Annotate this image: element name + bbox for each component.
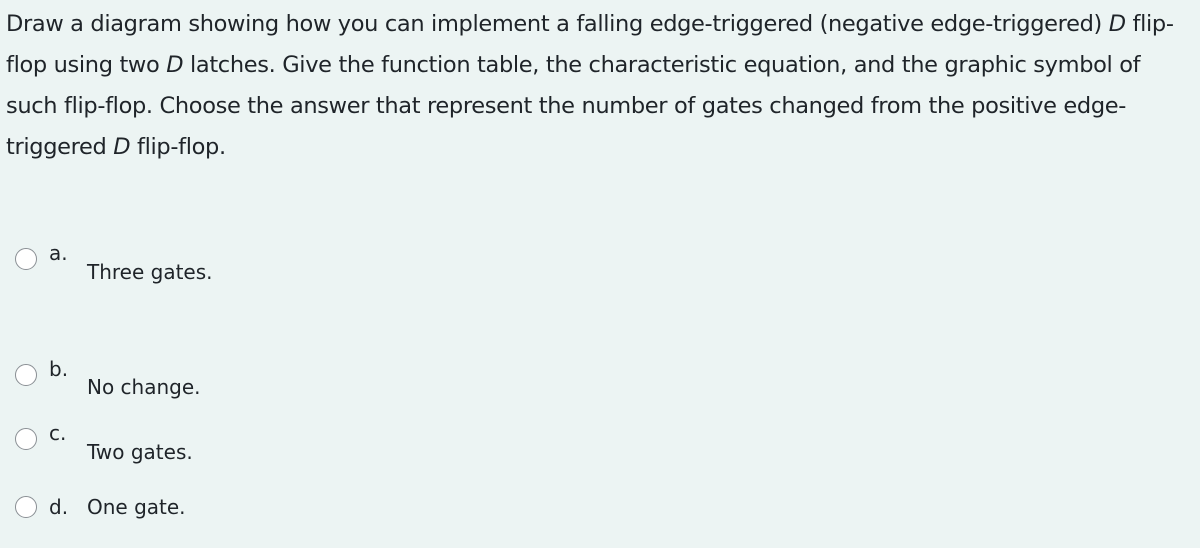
radio-button-a[interactable] bbox=[15, 248, 37, 270]
d-variable: D bbox=[113, 134, 131, 160]
answer-option-b[interactable] bbox=[15, 357, 615, 404]
answer-option-c[interactable] bbox=[15, 421, 615, 468]
radio-button-d[interactable] bbox=[15, 496, 37, 518]
option-text-d: One gate. bbox=[87, 495, 186, 519]
question-part-1: Draw a diagram showing how you can implement a falling edge-triggered (negative edge-triggered) bbox=[6, 11, 1109, 37]
d-variable: D bbox=[166, 52, 184, 78]
question-part-4: flip-flop. bbox=[130, 134, 226, 160]
radio-button-c[interactable] bbox=[15, 428, 37, 450]
option-text-c: Two gates. bbox=[87, 440, 193, 464]
option-text-a: Three gates. bbox=[87, 260, 213, 284]
question-part-2: flip-flop using two bbox=[6, 11, 1174, 78]
option-letter-c: c. bbox=[49, 421, 67, 445]
radio-button-b[interactable] bbox=[15, 364, 37, 386]
answer-option-a[interactable] bbox=[15, 241, 615, 288]
answer-option-d[interactable] bbox=[15, 496, 615, 536]
question-part-3: latches. Give the function table, the characteristic equation, and the graphic symbol of such flip-flop. Choose the answer that represent the number of gates changed from the positive edge-triggered bbox=[6, 52, 1141, 160]
d-variable: D bbox=[1108, 11, 1126, 37]
option-text-b: No change. bbox=[87, 375, 201, 399]
option-letter-a: a. bbox=[49, 241, 68, 265]
option-letter-d: d. bbox=[49, 495, 69, 519]
option-letter-b: b. bbox=[49, 357, 69, 381]
question-text bbox=[6, 4, 1194, 168]
